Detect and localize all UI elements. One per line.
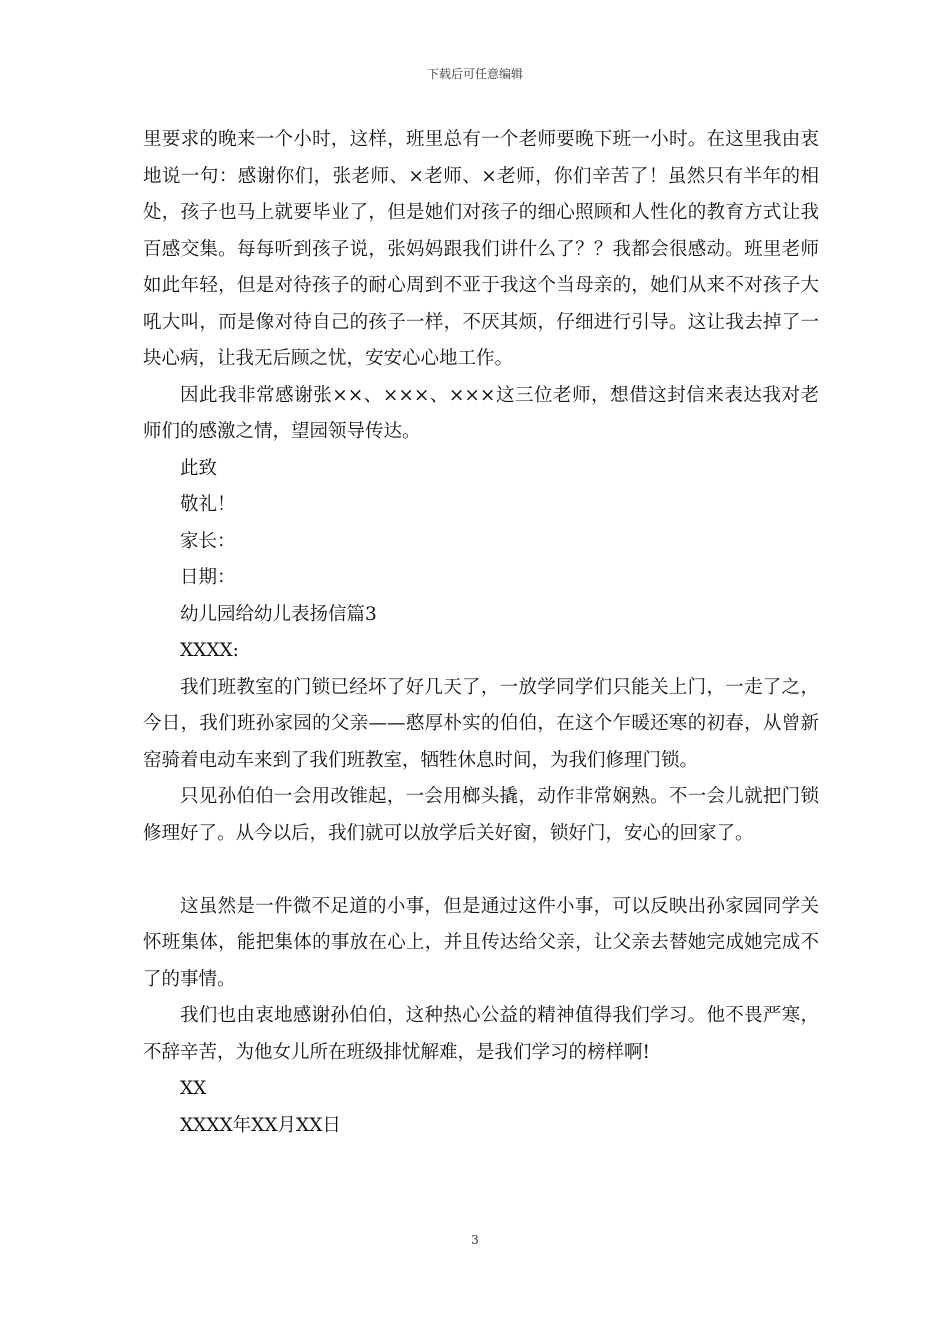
closing-regards: 敬礼！ (180, 494, 236, 515)
signature-name: XX (180, 1078, 207, 1099)
page-number: 3 (471, 1233, 479, 1247)
paragraph-thanks: 因此我非常感谢张××、×××、×××这三位老师，想借这封信来表达我对老师们的感激之情，望园领导传达。 (143, 384, 819, 442)
signature-date: 日期： (180, 567, 236, 588)
page-header: 下载后可任意编辑 (426, 67, 523, 81)
signature-parent: 家长： (180, 530, 236, 552)
paragraph-repair: 只见孙伯伯一会用改锥起，一会用榔头撬，动作非常娴熟。不一会儿就把门锁修理好了。从今以后，我们就可以放学后关好窗，锁好门，安心的回家了。 (143, 786, 819, 844)
paragraph-continued: 里要求的晚来一个小时，这样，班里总有一个老师要晚下班一小时。在这里我由衷地说一句：感谢你们，张老师、×老师、×老师，你们辛苦了！虽然只有半年的相处，孩子也马上就要毕业了，但是她们对孩子的细心照顾和人性化的教育方式让我百感交集。每每听到孩子说，张妈妈跟我们讲什么了？？我都会很感动。班里老师如此年轻，但是对待孩子的耐心周到不亚于我这个当母亲的，她们从来不对孩子大吼大叫，而是像对待自己的孩子一样，不厌其烦，仔细进行引导。这让我去掉了一块心病，让我无后顾之忧，安安心心地工作。 (143, 129, 819, 369)
closing-salutation: 此致 (180, 457, 218, 479)
letter-addressee: XXXX: (180, 640, 239, 661)
paragraph-gratitude: 我们也由衷地感谢孙伯伯，这种热心公益的精神值得我们学习。他不畏严寒，不辞辛苦，为他女儿所在班级排忧解难，是我们学习的榜样啊! (143, 1005, 819, 1063)
signature-date-final: XXXX年XX月XX日 (180, 1114, 341, 1136)
paragraph-reflection: 这虽然是一件微不足道的小事，但是通过这件小事，可以反映出孙家园同学关怀班集体，能把集体的事放在心上，并且传达给父亲，让父亲去替她完成她完成不了的事情。 (143, 895, 819, 990)
section-title: 幼儿园给幼儿表扬信篇3 (180, 603, 377, 625)
blank-line (143, 852, 819, 889)
paragraph-door-lock: 我们班教室的门锁已经坏了好几天了，一放学同学们只能关上门，一走了之，今日，我们班孙家园的父亲——憨厚朴实的伯伯，在这个乍暖还寒的初春，从曾新窑骑着电动车来到了我们班教室，牺牲休息时间，为我们修理门锁。 (143, 676, 819, 771)
document-body (143, 122, 819, 1144)
